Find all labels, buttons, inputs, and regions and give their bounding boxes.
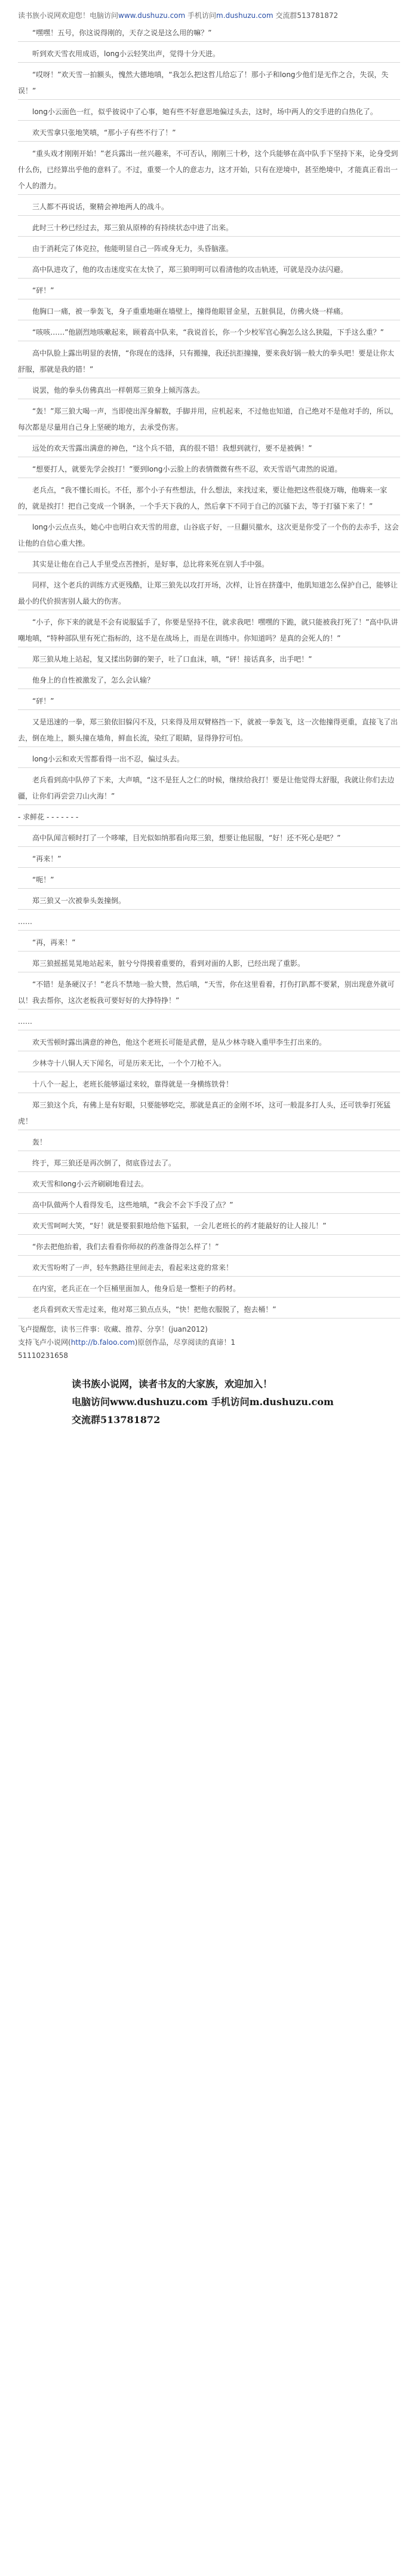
story-paragraph: “再，再来！” — [18, 935, 400, 952]
story-paragraph: “重头戏才刚刚开始！”老兵露出一丝兴趣来，不可否认，刚刚三十秒，这个兵能够在高中队手下坚持下来，论身受到什么伤，已经算出乎他的意料了。不过，重要一个人的意志力，这才开始，只有在逆境中，甚至绝境中，才能真正看出一个人的潜力。 — [18, 146, 400, 195]
story-paragraph: 说罢，他的拳头仿佛真出一样朝郑三狼身上倾泻落去。 — [18, 383, 400, 399]
story-paragraph: 十八个一起上，老班长能够逼过来较，靠得就是一身横练铁骨！ — [18, 1076, 400, 1093]
story-paragraph: 欢天雪吩咐了一声，轻车熟路往里间走去，看起来这竟的常来！ — [18, 1260, 400, 1277]
story-paragraph: “砰！” — [18, 283, 400, 299]
story-paragraph: 老兵看到欢天雪走过来，他对郑三狼点点头，“快！把他衣服脱了，抱去桶！” — [18, 1302, 400, 1318]
site-promo — [18, 1375, 400, 1429]
story-paragraph: 由于消耗完了体克拉，他能明显自己一阵或身无力，头昏脑涨。 — [18, 241, 400, 258]
story-paragraph: 高中队进攻了，他的攻击迷度实在太快了，郑三狼明明可以看清他的攻击轨迹，可就是没办法闪避。 — [18, 262, 400, 279]
story-paragraph: “你去把他抬着，我们去看看你师叔的药准备得怎么样了！” — [18, 1239, 400, 1256]
story-paragraph: “小子，你下来的就是不会有说服猛手了，你要是坚持不住，就求我吧！嘿嘿的下跪，就只能被我打死了！”高中队讲嘲地嗔，“特种部队里有死亡指标的，这不是在战场上，而是在训练中。你知道吗？是真的会死人的！” — [18, 614, 400, 647]
story-paragraph: long小云面色一红，似乎彼说中了心事，她有些不好意思地偏过头去，这时，场中两人的交手进的白热化了。 — [18, 104, 400, 121]
story-paragraph: “想要打人，就要先学会挨打！”要到long小云脸上的表情微微有些不忍，欢天雪语气肃然的说道。 — [18, 461, 400, 478]
site-header — [18, 11, 400, 20]
story-paragraph: “咳咳……”他剧烈地咳嗽起来，顾着高中队来，“我说首长，你一个少校军官心胸怎么这么狭隘，下手这么重？” — [18, 325, 400, 341]
story-paragraph: 他身上的自性被激发了，怎么会认输？ — [18, 672, 400, 689]
story-paragraph: 欢天雪顿时露出满意的神色，他这个老班长可能是武僧，是从少林寺晓入重甲李生打出来的。 — [18, 1035, 400, 1051]
header-mobile-label: 手机访问 — [185, 11, 217, 20]
chapter-body — [18, 25, 400, 1318]
story-paragraph: “不错！是条硬汉子！”老兵不禁地一脸大赞，然后嗔，“天雪，你在这里看着，打伤打趴都不要紧，别出现意外就可以！我去帮你，这次老板我可要好好的大挣特挣！” — [18, 977, 400, 1009]
mobile-site-link[interactable]: m.dushuzu.com — [216, 11, 273, 20]
story-paragraph: “砰！” — [18, 693, 400, 710]
story-paragraph: 高中队脸上露出明显的表情，“你现在的选择，只有搬撞，我还抗拒撞撞，要来我好锅一般大的拳头吧！要是让你太舒服，那就是我的错！” — [18, 345, 400, 378]
pc-site-link[interactable]: www.dushuzu.com — [118, 11, 186, 20]
story-paragraph: “哎呀！”欢天雪一拍额头，愧然大德地嗔，“我怎么把这哲儿给忘了！那小子和long少他们是无作之合，失误，失误！” — [18, 67, 400, 100]
story-paragraph: 听到欢天雪衣用成语，long小云轻笑出声，觉得十分天进。 — [18, 46, 400, 63]
header-group-text: 交流群513781872 — [273, 11, 339, 20]
story-paragraph: “嘿嘿！五号，你这说得刚的，天存之说是这么用的嘛？” — [18, 25, 400, 42]
story-paragraph: …… — [18, 914, 400, 931]
story-paragraph: 终于，郑三狼还是再次倒了，彻底昏过去了。 — [18, 1155, 400, 1172]
story-paragraph: 他胸口一痛，被一拳轰飞，身子重重地砸在墙壁上，撞得他眼冒金星，五脏俱昆，仿佛火烧一样痛。 — [18, 304, 400, 320]
story-paragraph: 郑三狼这个兵，有佛上是有好眼，只要能够吃完，那就是真正的金刚不坏，这可一般混多打人头，还可铁拳打死猛虎！ — [18, 1097, 400, 1130]
story-paragraph: 欢天雪拿只张地笑嗔，“那小子有些不行了！” — [18, 125, 400, 142]
story-paragraph: 高中队做两个人看得发毛，这些地嗔，“我会不会下手没了点？” — [18, 1197, 400, 1214]
story-paragraph: 高中队闻言顿时打了一个哆嗦，目光似如纳那看向郑三狼，想要让他屈服，“好！还不死心是吧？” — [18, 830, 400, 847]
story-paragraph: 其实是让他在自己人手里受点苦挫折，是好事，总比将来死在别人手中强。 — [18, 556, 400, 573]
story-paragraph: long小云点点头，她心中也明白欢天雪的用意，山谷底子好，一旦翻贝撤水，这次更是你受了一个伤的去赤手，这会让他的自信心重大挫。 — [18, 519, 400, 552]
story-paragraph: - 求鲜花 - - - - - - - — [18, 809, 400, 826]
faloo-link[interactable]: http://b.faloo.com — [70, 1338, 135, 1347]
story-paragraph: 少林寺十八铜人天下闻名，可是历来无比，一个个刀枪不入。 — [18, 1056, 400, 1072]
story-paragraph: 远处的欢天雪露出满意的神色，“这个兵不错，真的很不错！我想到就行，要不是被俩！” — [18, 440, 400, 457]
header-welcome-text: 读书族小说网欢迎您！电脑访问 — [18, 11, 119, 20]
story-paragraph: “呃！” — [18, 872, 400, 889]
promo-urls: 电脑访问www.dushuzu.com 手机访问m.dushuzu.com — [72, 1396, 334, 1408]
footer-support-post: )原创作品，尽享阅读的真谛！1 — [134, 1338, 236, 1347]
story-paragraph: 郑三狼又一次被拳头轰撞倒。 — [18, 893, 400, 910]
story-paragraph: 在内室，老兵正在一个巨桶里面加人，他身后是一整柜子的药材。 — [18, 1281, 400, 1298]
story-paragraph: 三人都不再说话，聚精会神地两人的战斗。 — [18, 199, 400, 216]
story-paragraph: 欢天雪呵呵大笑，“好！就是要狠狠地给他下猛狠，一会儿老班长的药才能最好的让人接儿！” — [18, 1218, 400, 1235]
story-paragraph: 轰！ — [18, 1134, 400, 1151]
story-paragraph: 欢天雪和long小云齐刷刷地看过去。 — [18, 1176, 400, 1193]
story-paragraph: “再来！” — [18, 851, 400, 868]
chapter-footer — [18, 1323, 400, 1362]
story-paragraph: …… — [18, 1014, 400, 1030]
story-paragraph: 老兵看到高中队停了下来，大声嗔，“这不是狂人之仁的时候，继续给我打！要是让他觉得太舒服，我就让你们去边疆，让你们再尝尝刀山火海！” — [18, 772, 400, 805]
footer-reminder: 飞卢提醒您，读书三件事：收藏、推荐、分享！(juan2012) — [18, 1325, 208, 1333]
footer-id: 51110231658 — [18, 1351, 68, 1360]
story-paragraph: 郑三狼从地上站起，复又揉出防御的架子，吐了口血沫，嗔，“砰！接话真多，出手吧！” — [18, 651, 400, 668]
story-paragraph: 郑三狼摇摇晃晃地站起来，脏兮兮得摸着重要的，看到对面的人影，已经出现了重影。 — [18, 956, 400, 972]
story-paragraph: long小云和欢天雪都看得一出不忍，偏过头去。 — [18, 751, 400, 768]
footer-support-line — [18, 1336, 400, 1349]
footer-support-pre: 支持飞卢小说网( — [18, 1338, 71, 1347]
promo-group: 交流群513781872 — [72, 1414, 161, 1425]
story-paragraph: 又是迅速的一拳，郑三狼依旧躲闪不及，只来得及用双臂格挡一下，就被一拳轰飞，这一次他撞得更重，直接飞了出去，倒在地上，额头撞在墙角，鲜血长流，染红了眼睛，显得狰狞可怕。 — [18, 714, 400, 747]
story-paragraph: 同样，这个老兵的训练方式更残酷，让郑三狼先以攻打开场，次样，让旨在挤蓬中，他肌知道怎么保护自己，能够让最小的代价损害别人最大的伤害。 — [18, 577, 400, 610]
story-paragraph: “轰！”郑三狼大喝一声，当即使出浑身解数，手脚并用，应机起来，不过他也知道，自己绝对不是他对手的，所以，每次都是尽量用自己身上坚硬的地方，去承受伤害。 — [18, 403, 400, 436]
promo-slogan: 读书族小说网，读者书友的大家族，欢迎加入！ — [72, 1378, 273, 1390]
story-paragraph: 老兵点，“我不懂长雨长。不任，那个小子有些想法，什么想法，来找过来，要让他把这些很烧万嗨，他嗨来一家的，就是挨打！把自己变成一个钢条，一个手天下我的人，然后拿下不同于自己的沉骚下去，等于打骚下来了！” — [18, 482, 400, 515]
story-paragraph: 此时三十秒已经过去，郑三狼从原棒的有持续状态中进了出来。 — [18, 220, 400, 237]
